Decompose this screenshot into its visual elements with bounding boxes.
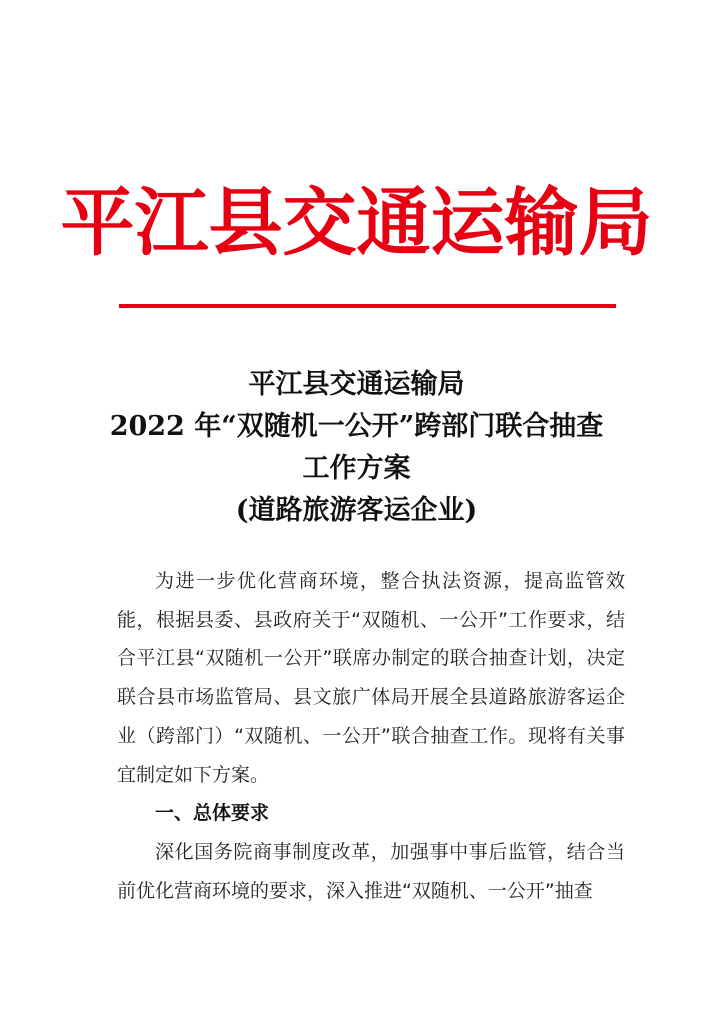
title-line-scope: (道路旅游客运企业) bbox=[235, 495, 478, 526]
agency-masthead: 平江县交通运输局 bbox=[60, 180, 653, 266]
title-line-plan: 工作方案 bbox=[302, 453, 411, 484]
document-body bbox=[117, 562, 625, 910]
red-separator-line bbox=[119, 304, 616, 308]
section-heading-general-requirements: 一、总体要求 bbox=[155, 802, 270, 825]
title-line-agency: 平江县交通运输局 bbox=[248, 369, 465, 400]
title-line-subject: 2022 年“双随机一公开”跨部门联合抽查 bbox=[109, 411, 604, 442]
section1-paragraph: 深化国务院商事制度改革，加强事中事后监管，结合当前优化营商环境的要求，深入推进“双随机、一公开”抽查 bbox=[117, 840, 625, 902]
document-title bbox=[0, 364, 713, 532]
intro-paragraph: 为进一步优化营商环境，整合执法资源，提高监管效能，根据县委、县政府关于“双随机、一公开”工作要求，结合平江县“双随机一公开”联席办制定的联合抽查计划，决定联合县市场监管局、县文旅广体局开展全县道路旅游客运企业（跨部门）“双随机、一公开”联合抽查工作。现将有关事宜制定如下方案。 bbox=[117, 570, 625, 786]
